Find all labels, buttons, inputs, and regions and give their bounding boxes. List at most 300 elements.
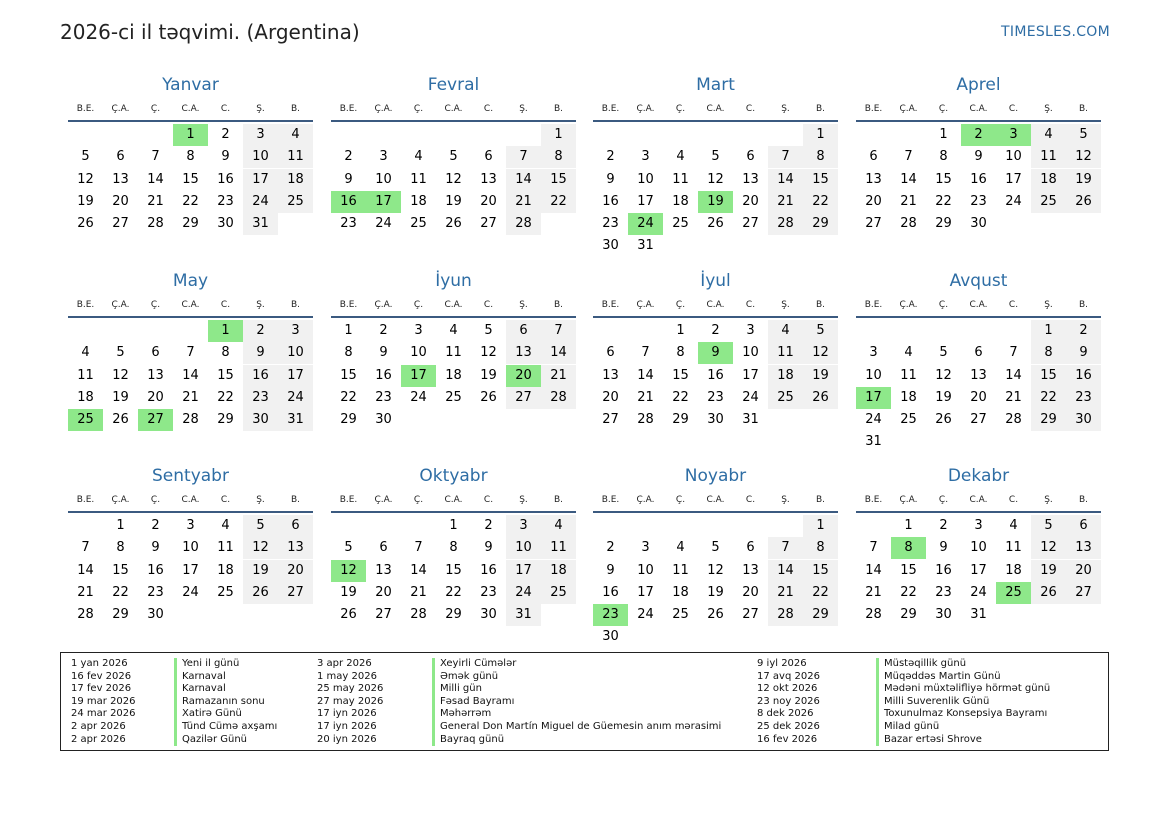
day-cell: 21 xyxy=(865,584,882,600)
empty-cell xyxy=(961,320,996,342)
day-cell: 8 xyxy=(676,345,685,361)
day-cell: 28 xyxy=(900,216,917,232)
weekday-label: Ç. xyxy=(150,495,161,505)
day-cell: 6 xyxy=(869,149,878,165)
weekday-header xyxy=(68,294,313,318)
week-row xyxy=(331,409,576,431)
week-row xyxy=(331,342,576,364)
day-cell: 6 xyxy=(151,345,160,361)
week-row xyxy=(68,124,313,146)
day-grid xyxy=(68,124,313,235)
holiday-name: Xeyirli Cümələr xyxy=(440,658,517,669)
day-cell: 10 xyxy=(410,345,427,361)
week-row xyxy=(331,604,576,626)
day-grid xyxy=(68,515,313,626)
day-cell: 1 xyxy=(904,518,913,533)
empty-cell xyxy=(173,320,208,342)
day-cell: 17 xyxy=(970,562,987,578)
day-cell: 8 xyxy=(541,146,576,168)
weekday-label: C.A. xyxy=(969,495,988,505)
day-cell: 28 xyxy=(506,213,541,235)
holiday-list xyxy=(60,652,1109,751)
day-cell: 24 xyxy=(637,607,654,623)
day-cell: 26 xyxy=(77,216,94,232)
day-cell: 20 xyxy=(375,584,392,600)
day-cell: 22 xyxy=(803,191,838,213)
day-cell: 27 xyxy=(112,216,129,232)
weekday-label: Ş. xyxy=(256,495,265,505)
holiday-name: Tünd Cümə axşamı xyxy=(182,720,278,732)
empty-cell xyxy=(663,626,698,648)
holiday-name: Milli Suverenlik Günü xyxy=(884,695,990,707)
day-cell: 27 xyxy=(865,216,882,232)
day-cell: 19 xyxy=(480,367,497,383)
day-cell: 9 xyxy=(484,540,493,556)
day-cell: 1 xyxy=(1031,320,1066,342)
week-row xyxy=(856,431,1101,453)
day-cell: 16 xyxy=(147,562,164,578)
weekday-label: Ç.A. xyxy=(899,300,918,310)
day-cell: 3 xyxy=(414,323,423,338)
day-cell: 27 xyxy=(602,412,619,428)
weekday-label: Ç.A. xyxy=(374,495,393,505)
day-cell: 9 xyxy=(1066,342,1101,364)
day-cell: 24 xyxy=(278,387,313,409)
empty-cell xyxy=(803,626,838,648)
day-cell: 11 xyxy=(410,171,427,187)
weekday-label: C. xyxy=(1008,495,1019,505)
day-cell: 9 xyxy=(379,345,388,361)
holiday-date: 23 noy 2026 xyxy=(757,695,820,707)
weekday-label: Ç. xyxy=(675,495,686,505)
holiday-day-cell: 1 xyxy=(208,320,243,342)
day-cell: 7 xyxy=(869,540,878,556)
week-row xyxy=(856,537,1101,559)
holiday-name: Ramazanın sonu xyxy=(182,695,265,707)
empty-cell xyxy=(1031,604,1066,626)
day-cell: 29 xyxy=(112,607,129,623)
empty-cell xyxy=(278,604,313,626)
day-cell: 24 xyxy=(182,584,199,600)
weekday-label: B.E. xyxy=(601,104,620,114)
day-cell: 17 xyxy=(278,365,313,387)
day-cell: 3 xyxy=(243,124,278,146)
weekday-header xyxy=(593,98,838,122)
day-cell: 27 xyxy=(506,387,541,409)
holiday-day-cell: 16 xyxy=(331,191,366,213)
day-cell: 30 xyxy=(375,412,392,428)
empty-cell xyxy=(996,431,1031,453)
month-name: Sentyabr xyxy=(152,466,229,486)
week-row xyxy=(856,387,1101,409)
day-cell: 14 xyxy=(865,562,882,578)
day-cell: 27 xyxy=(970,412,987,428)
day-cell: 14 xyxy=(410,562,427,578)
day-cell: 16 xyxy=(970,171,987,187)
day-cell: 21 xyxy=(768,582,803,604)
day-cell: 14 xyxy=(900,171,917,187)
day-cell: 13 xyxy=(742,171,759,187)
week-row xyxy=(68,582,313,604)
day-cell: 11 xyxy=(77,367,94,383)
empty-cell xyxy=(628,626,663,648)
empty-cell xyxy=(103,124,138,146)
holiday-date: 17 iyn 2026 xyxy=(317,708,377,720)
brand-link[interactable]: TIMESLES.COM xyxy=(1001,24,1110,40)
week-row xyxy=(593,365,838,387)
day-cell: 10 xyxy=(865,367,882,383)
day-cell: 7 xyxy=(768,537,803,559)
empty-cell xyxy=(506,124,541,146)
day-cell: 31 xyxy=(742,412,759,428)
month-name: Noyabr xyxy=(684,466,747,486)
empty-cell xyxy=(1066,604,1101,626)
holiday-date: 8 dek 2026 xyxy=(757,708,814,720)
day-cell: 20 xyxy=(1066,560,1101,582)
week-row xyxy=(331,124,576,146)
day-cell: 7 xyxy=(541,320,576,342)
empty-cell xyxy=(541,409,576,431)
day-cell: 17 xyxy=(742,367,759,383)
week-row xyxy=(856,560,1101,582)
day-cell: 24 xyxy=(1005,193,1022,209)
month-8 xyxy=(856,270,1101,453)
empty-cell xyxy=(138,124,173,146)
day-cell: 8 xyxy=(939,149,948,165)
empty-cell xyxy=(803,235,838,257)
weekday-header xyxy=(593,294,838,318)
empty-cell xyxy=(733,515,768,537)
empty-cell xyxy=(331,515,366,537)
day-cell: 3 xyxy=(641,149,650,165)
holiday-name: Milli gün xyxy=(440,683,482,695)
day-cell: 10 xyxy=(375,171,392,187)
weekday-label: C. xyxy=(220,300,231,310)
day-cell: 29 xyxy=(182,216,199,232)
week-row xyxy=(856,515,1101,537)
week-row xyxy=(593,560,838,582)
day-cell: 18 xyxy=(1005,562,1022,578)
weekday-header xyxy=(68,98,313,122)
day-cell: 11 xyxy=(1031,146,1066,168)
day-cell: 5 xyxy=(803,320,838,342)
week-row xyxy=(331,515,576,537)
week-row xyxy=(856,124,1101,146)
weekday-label: B.E. xyxy=(864,495,883,505)
week-row xyxy=(68,387,313,409)
day-cell: 10 xyxy=(970,540,987,556)
empty-cell xyxy=(243,604,278,626)
weekday-label: B.E. xyxy=(339,300,358,310)
week-row xyxy=(68,146,313,168)
week-row xyxy=(68,560,313,582)
day-cell: 2 xyxy=(711,323,720,338)
month-name: May xyxy=(172,271,209,291)
empty-cell xyxy=(436,409,471,431)
day-cell: 10 xyxy=(278,342,313,364)
weekday-label: B. xyxy=(290,495,301,505)
day-cell: 27 xyxy=(742,607,759,623)
empty-cell xyxy=(996,604,1031,626)
month-3 xyxy=(593,74,838,257)
holiday-day-cell: 27 xyxy=(138,409,173,431)
day-cell: 29 xyxy=(1031,409,1066,431)
day-cell: 7 xyxy=(506,146,541,168)
empty-cell xyxy=(593,515,628,537)
holiday-date: 16 fev 2026 xyxy=(757,733,818,745)
day-cell: 7 xyxy=(414,540,423,556)
weekday-label: Ç.A. xyxy=(636,104,655,114)
day-cell: 31 xyxy=(243,213,278,235)
holiday-name: General Don Martín Miguel de Güemesin anım mərasimi xyxy=(440,720,722,732)
holiday-date-column xyxy=(757,658,820,746)
week-row xyxy=(856,213,1101,235)
empty-cell xyxy=(278,213,313,235)
weekday-label: C.A. xyxy=(444,300,463,310)
week-row xyxy=(593,191,838,213)
weekday-label: Ç.A. xyxy=(111,495,130,505)
day-grid xyxy=(331,124,576,235)
day-cell: 4 xyxy=(676,149,685,165)
weekday-label: B. xyxy=(815,300,826,310)
empty-cell xyxy=(663,515,698,537)
day-cell: 4 xyxy=(904,345,913,361)
day-cell: 26 xyxy=(803,387,838,409)
day-cell: 30 xyxy=(480,607,497,623)
day-cell: 23 xyxy=(375,389,392,405)
week-row xyxy=(68,365,313,387)
day-cell: 21 xyxy=(410,584,427,600)
empty-cell xyxy=(593,124,628,146)
day-cell: 22 xyxy=(803,582,838,604)
weekday-label: C.A. xyxy=(969,300,988,310)
day-cell: 21 xyxy=(1005,389,1022,405)
weekday-label: C.A. xyxy=(181,495,200,505)
week-row xyxy=(856,582,1101,604)
day-cell: 26 xyxy=(112,412,129,428)
day-cell: 9 xyxy=(344,171,353,187)
day-cell: 24 xyxy=(375,216,392,232)
weekday-label: Ç. xyxy=(150,104,161,114)
day-cell: 14 xyxy=(147,171,164,187)
day-cell: 28 xyxy=(1005,412,1022,428)
day-cell: 4 xyxy=(221,518,230,533)
month-name: İyul xyxy=(700,271,731,291)
day-cell: 19 xyxy=(935,389,952,405)
weekday-label: C.A. xyxy=(181,300,200,310)
day-cell: 14 xyxy=(1005,367,1022,383)
day-cell: 17 xyxy=(243,169,278,191)
holiday-date: 25 may 2026 xyxy=(317,683,384,695)
day-cell: 18 xyxy=(77,389,94,405)
holiday-date: 9 iyl 2026 xyxy=(757,658,807,669)
weekday-label: Ş. xyxy=(519,300,528,310)
day-cell: 25 xyxy=(410,216,427,232)
day-cell: 24 xyxy=(506,582,541,604)
day-cell: 10 xyxy=(637,562,654,578)
day-cell: 13 xyxy=(742,562,759,578)
holiday-day-cell: 19 xyxy=(698,191,733,213)
month-10 xyxy=(331,465,576,626)
month-name: Aprel xyxy=(956,75,1001,95)
empty-cell xyxy=(401,124,436,146)
day-cell: 25 xyxy=(900,412,917,428)
day-cell: 15 xyxy=(112,562,129,578)
holiday-day-cell: 17 xyxy=(401,365,436,387)
day-cell: 6 xyxy=(606,345,615,361)
day-cell: 10 xyxy=(742,345,759,361)
month-name: Dekabr xyxy=(947,466,1010,486)
day-cell: 30 xyxy=(243,409,278,431)
day-cell: 30 xyxy=(970,216,987,232)
day-cell: 18 xyxy=(1031,169,1066,191)
weekday-label: Ç.A. xyxy=(899,104,918,114)
day-cell: 17 xyxy=(182,562,199,578)
day-cell: 13 xyxy=(112,171,129,187)
day-cell: 4 xyxy=(81,345,90,361)
weekday-label: C. xyxy=(1008,104,1019,114)
day-cell: 26 xyxy=(445,216,462,232)
empty-cell xyxy=(1066,431,1101,453)
week-row xyxy=(593,409,838,431)
holiday-day-cell: 8 xyxy=(891,537,926,559)
weekday-header xyxy=(331,489,576,513)
holiday-date: 25 dek 2026 xyxy=(757,720,820,732)
day-cell: 29 xyxy=(900,607,917,623)
empty-cell xyxy=(926,431,961,453)
day-cell: 14 xyxy=(637,367,654,383)
holiday-name: Toxunulmaz Konsepsiya Bayramı xyxy=(884,708,1048,720)
weekday-label: B.E. xyxy=(339,104,358,114)
day-cell: 27 xyxy=(375,607,392,623)
week-row xyxy=(593,537,838,559)
day-cell: 14 xyxy=(77,562,94,578)
day-grid xyxy=(856,320,1101,453)
weekday-header xyxy=(68,489,313,513)
empty-cell xyxy=(733,124,768,146)
week-row xyxy=(68,191,313,213)
day-cell: 16 xyxy=(1066,365,1101,387)
empty-cell xyxy=(628,515,663,537)
day-cell: 4 xyxy=(768,320,803,342)
day-cell: 22 xyxy=(1031,387,1066,409)
weekday-label: B.E. xyxy=(864,104,883,114)
day-cell: 24 xyxy=(410,389,427,405)
day-cell: 7 xyxy=(81,540,90,556)
day-cell: 7 xyxy=(904,149,913,165)
day-cell: 1 xyxy=(116,518,125,533)
holiday-name: Karnaval xyxy=(182,683,226,695)
week-row xyxy=(68,169,313,191)
day-cell: 2 xyxy=(606,149,615,165)
day-cell: 16 xyxy=(375,367,392,383)
weekday-label: Ç.A. xyxy=(636,495,655,505)
week-row xyxy=(856,191,1101,213)
weekday-label: Ş. xyxy=(256,300,265,310)
day-cell: 21 xyxy=(182,389,199,405)
day-cell: 15 xyxy=(445,562,462,578)
day-cell: 3 xyxy=(379,149,388,165)
month-1 xyxy=(68,74,313,235)
day-cell: 1 xyxy=(803,124,838,146)
week-row xyxy=(593,169,838,191)
holiday-day-cell: 2 xyxy=(961,124,996,146)
weekday-label: Ç.A. xyxy=(111,104,130,114)
week-row xyxy=(331,169,576,191)
day-grid xyxy=(856,124,1101,235)
day-cell: 19 xyxy=(707,584,724,600)
week-row xyxy=(593,582,838,604)
holiday-date: 17 iyn 2026 xyxy=(317,720,377,732)
day-cell: 26 xyxy=(243,582,278,604)
day-cell: 25 xyxy=(672,216,689,232)
empty-cell xyxy=(891,431,926,453)
weekday-header xyxy=(593,489,838,513)
weekday-label: B. xyxy=(290,104,301,114)
week-row xyxy=(68,515,313,537)
weekday-label: Ç. xyxy=(675,300,686,310)
day-cell: 1 xyxy=(449,518,458,533)
day-cell: 23 xyxy=(217,193,234,209)
month-6 xyxy=(331,270,576,431)
empty-cell xyxy=(68,124,103,146)
week-row xyxy=(68,537,313,559)
day-cell: 6 xyxy=(1066,515,1101,537)
empty-cell xyxy=(436,124,471,146)
day-cell: 23 xyxy=(970,193,987,209)
day-cell: 12 xyxy=(112,367,129,383)
weekday-label: Ç.A. xyxy=(374,300,393,310)
empty-cell xyxy=(698,515,733,537)
weekday-label: B.E. xyxy=(601,495,620,505)
day-cell: 20 xyxy=(970,389,987,405)
day-cell: 9 xyxy=(606,171,615,187)
day-cell: 16 xyxy=(602,584,619,600)
day-cell: 4 xyxy=(414,149,423,165)
day-cell: 19 xyxy=(243,560,278,582)
empty-cell xyxy=(961,431,996,453)
weekday-label: B. xyxy=(553,104,564,114)
week-row xyxy=(593,320,838,342)
day-cell: 15 xyxy=(217,367,234,383)
day-cell: 29 xyxy=(803,213,838,235)
day-cell: 21 xyxy=(506,191,541,213)
empty-cell xyxy=(733,235,768,257)
day-cell: 8 xyxy=(803,537,838,559)
day-cell: 11 xyxy=(672,171,689,187)
empty-cell xyxy=(506,409,541,431)
empty-cell xyxy=(366,124,401,146)
weekday-label: C. xyxy=(220,104,231,114)
day-cell: 13 xyxy=(865,171,882,187)
weekday-label: Ş. xyxy=(781,104,790,114)
weekday-header xyxy=(856,98,1101,122)
week-row xyxy=(593,235,838,257)
day-cell: 19 xyxy=(803,365,838,387)
day-cell: 4 xyxy=(449,323,458,338)
empty-cell xyxy=(593,320,628,342)
day-grid xyxy=(593,515,838,648)
weekday-label: Ç. xyxy=(413,104,424,114)
day-cell: 2 xyxy=(606,540,615,556)
holiday-date: 17 avq 2026 xyxy=(757,670,820,682)
day-cell: 21 xyxy=(900,193,917,209)
day-cell: 12 xyxy=(445,171,462,187)
day-cell: 1 xyxy=(939,127,948,142)
weekday-label: C.A. xyxy=(706,300,725,310)
day-cell: 14 xyxy=(182,367,199,383)
day-grid xyxy=(593,124,838,257)
